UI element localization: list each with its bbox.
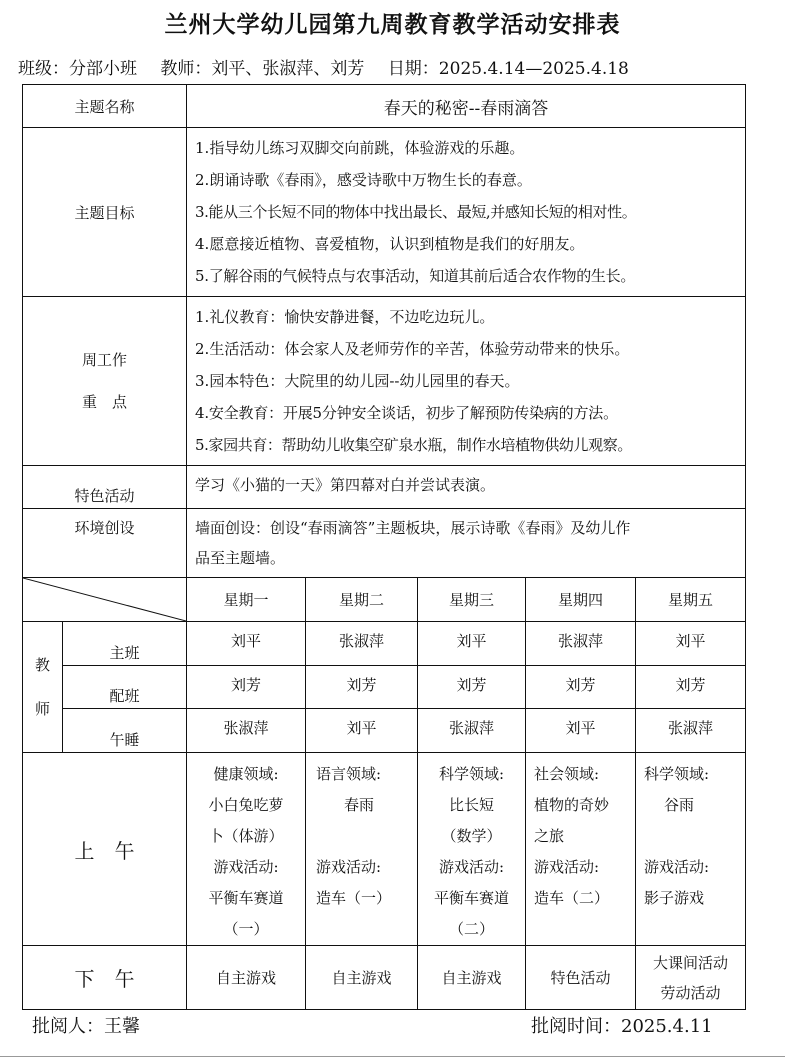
morning-cell: [306, 753, 418, 946]
day-header: 星期四: [526, 578, 636, 622]
morning-line: 社会领域:: [534, 765, 600, 783]
focus-item: 4.安全教育：开展5分钟安全谈话，初步了解预防传染病的方法。: [195, 404, 618, 422]
role-cell: 张淑萍: [636, 709, 746, 753]
schedule-table: [22, 84, 746, 1010]
morning-line: 谷雨: [664, 796, 695, 814]
focus-label: [23, 297, 187, 466]
morning-line: 春雨: [344, 796, 375, 814]
environment-line: 墙面创设：创设“春雨滴答”主题板块，展示诗歌《春雨》及幼儿作: [195, 519, 631, 537]
day-header: 星期一: [187, 578, 306, 622]
goal-item: 3.能从三个长短不同的物体中找出最长、最短,并感知长短的相对性。: [195, 203, 637, 221]
role-cell: 刘平: [418, 622, 526, 666]
morning-line: 游戏活动:: [438, 858, 505, 876]
afternoon-label: 下 午: [23, 946, 187, 1010]
teacher-group-char: 师: [34, 700, 50, 718]
role-cell: 刘芳: [526, 666, 636, 709]
day-header: 星期五: [636, 578, 746, 622]
role-cell: 张淑萍: [187, 709, 306, 753]
morning-line: 影子游戏: [644, 889, 705, 907]
role-cell: 刘平: [636, 622, 746, 666]
page-bottom-divider: [0, 1056, 785, 1057]
theme-label: 主题名称: [23, 85, 187, 128]
goal-item: 1.指导幼儿练习双脚交向前跳，体验游戏的乐趣。: [195, 139, 525, 157]
morning-line: 平衡车赛道: [208, 889, 284, 907]
role-cell: 张淑萍: [418, 709, 526, 753]
focus-label-line2: 重 点: [82, 393, 128, 411]
morning-cell: [187, 753, 306, 946]
morning-cell: [418, 753, 526, 946]
role-label: 午睡: [63, 709, 187, 753]
goals-content: [187, 128, 746, 297]
role-cell: 刘芳: [418, 666, 526, 709]
special-label: 特色活动: [23, 466, 187, 509]
morning-line: （二）: [449, 920, 495, 938]
morning-line: 造车（一）: [316, 889, 392, 907]
days-header-row: [23, 578, 746, 622]
afternoon-cell: 自主游戏: [418, 946, 526, 1010]
goal-item: 2.朗诵诗歌《春雨》，感受诗歌中万物生长的春意。: [195, 171, 532, 189]
goal-item: 5.了解谷雨的气候特点与农事活动，知道其前后适合农作物的生长。: [195, 267, 636, 285]
environment-content: [187, 509, 746, 578]
role-cell: 张淑萍: [306, 622, 418, 666]
focus-content: [187, 297, 746, 466]
morning-line: 语言领域:: [316, 765, 382, 783]
focus-row: [23, 297, 746, 466]
role-cell: 张淑萍: [526, 622, 636, 666]
teachers-info: 教师：刘平、张淑萍、刘芳: [160, 59, 365, 79]
environment-label: 环境创设: [23, 509, 187, 578]
role-cell: 刘平: [187, 622, 306, 666]
focus-item: 5.家园共育：帮助幼儿收集空矿泉水瓶，制作水培植物供幼儿观察。: [195, 436, 632, 454]
morning-cell: [526, 753, 636, 946]
morning-line: 平衡车赛道: [434, 889, 510, 907]
morning-line: 卜（体游）: [208, 827, 284, 845]
focus-item: 2.生活活动：体会家人及老师劳作的辛苦，体验劳动带来的快乐。: [195, 340, 630, 358]
afternoon-line: 大课间活动: [653, 953, 729, 972]
goal-item: 4.愿意接近植物、喜爱植物，认识到植物是我们的好朋友。: [195, 235, 585, 253]
focus-label-line1: 周工作: [82, 351, 128, 369]
class-info: 班级：分部小班: [18, 59, 137, 79]
morning-line: 游戏活动:: [316, 858, 382, 876]
day-header: 星期三: [418, 578, 526, 622]
focus-item: 1.礼仪教育：愉快安静进餐，不边吃边玩儿。: [195, 308, 495, 326]
role-cell: 刘平: [526, 709, 636, 753]
teacher-group-label: [23, 622, 63, 753]
environment-row: [23, 509, 746, 578]
role-label: 配班: [63, 666, 187, 709]
morning-cell: [636, 753, 746, 946]
focus-item: 3.园本特色：大院里的幼儿园--幼儿园里的春天。: [195, 372, 520, 390]
teacher-row-assist: [23, 666, 746, 709]
afternoon-row: [23, 946, 746, 1010]
special-row: [23, 466, 746, 509]
role-cell: 刘芳: [306, 666, 418, 709]
diagonal-line: [23, 578, 186, 621]
goals-label: 主题目标: [23, 128, 187, 297]
morning-row: [23, 753, 746, 946]
teacher-row-main: [23, 622, 746, 666]
morning-line: 比长短: [449, 796, 495, 814]
morning-line: （一）: [223, 920, 269, 938]
afternoon-cell: 自主游戏: [306, 946, 418, 1010]
morning-line: 游戏活动:: [644, 858, 710, 876]
teacher-group-char: 教: [34, 656, 50, 674]
role-cell: 刘平: [306, 709, 418, 753]
diagonal-header-cell: [23, 578, 187, 622]
morning-line: 小白兔吃萝: [208, 796, 284, 814]
afternoon-cell: [636, 946, 746, 1010]
afternoon-cell: 自主游戏: [187, 946, 306, 1010]
morning-line: 科学领域:: [644, 765, 710, 783]
morning-line: 游戏活动:: [534, 858, 600, 876]
morning-line: 之旅: [534, 827, 565, 845]
role-cell: 刘芳: [636, 666, 746, 709]
teacher-row-nap: [23, 709, 746, 753]
role-label: 主班: [63, 622, 187, 666]
page-title: 兰州大学幼儿园第九周教育教学活动安排表: [164, 11, 621, 38]
info-line: [18, 54, 647, 79]
goals-row: [23, 128, 746, 297]
date-info: 日期：2025.4.14—2025.4.18: [387, 59, 629, 79]
theme-row: [23, 85, 746, 128]
morning-line: [644, 821, 745, 852]
morning-line: [316, 821, 417, 852]
environment-line: 品至主题墙。: [195, 549, 286, 567]
morning-line: 造车（二）: [534, 889, 610, 907]
reviewer: 批阅人：王馨: [32, 1016, 140, 1037]
morning-line: 健康领域:: [213, 765, 279, 783]
review-time: 批阅时间：2025.4.11: [531, 1016, 713, 1037]
special-value: 学习《小猫的一天》第四幕对白并尝试表演。: [187, 466, 746, 509]
day-header: 星期二: [306, 578, 418, 622]
morning-line: （数学）: [441, 827, 502, 845]
morning-label: 上 午: [23, 753, 187, 946]
afternoon-cell: 特色活动: [526, 946, 636, 1010]
theme-value: 春天的秘密--春雨滴答: [187, 85, 746, 128]
role-cell: 刘芳: [187, 666, 306, 709]
afternoon-line: 劳动活动: [660, 983, 721, 1002]
morning-line: 科学领域:: [438, 765, 505, 783]
morning-line: 植物的奇妙: [534, 796, 610, 814]
morning-line: 游戏活动:: [213, 858, 279, 876]
